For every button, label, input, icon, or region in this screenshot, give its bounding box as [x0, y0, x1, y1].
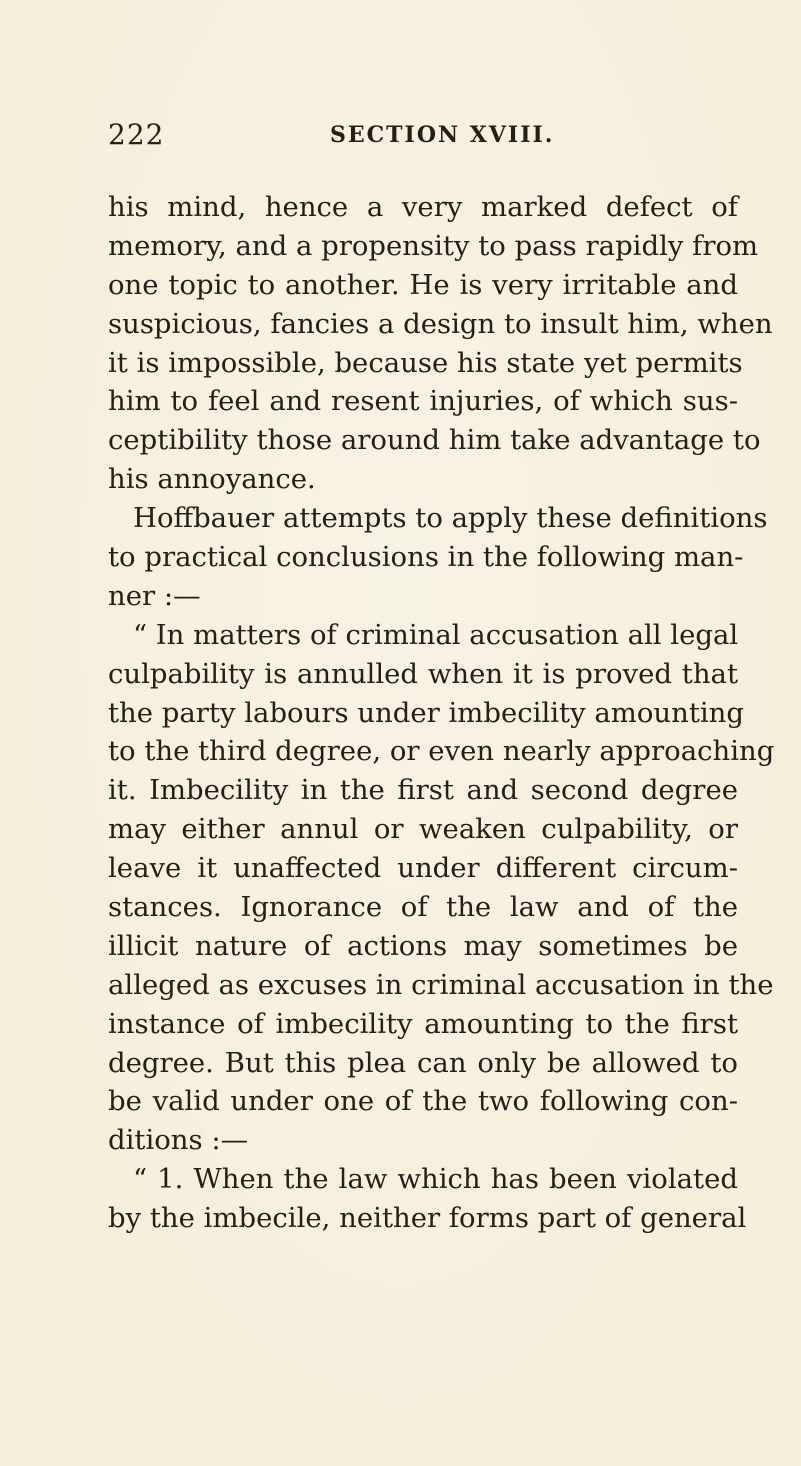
text-line: it. Imbecility in the first and second degree — [108, 774, 738, 807]
text-line: instance of imbecility amounting to the first — [108, 1007, 738, 1040]
text-line: him to feel and resent injuries, of which sus- — [108, 385, 738, 418]
text-line: to practical conclusions in the following man- — [108, 541, 744, 574]
text-line: ner :— — [108, 579, 201, 612]
text-line: may either annul or weaken culpability, or — [108, 813, 738, 846]
text-line: be valid under one of the two following con- — [108, 1085, 738, 1118]
text-line: leave it unaffected under different circum- — [108, 852, 738, 885]
text-line: “ 1. When the law which has been violated — [133, 1163, 738, 1196]
page-header — [108, 118, 728, 158]
text-line: the party labours under imbecility amounting — [108, 696, 744, 729]
text-line: it is impossible, because his state yet permits — [108, 346, 743, 379]
text-line: one topic to another. He is very irritable and — [108, 268, 738, 301]
text-line: degree. But this plea can only be allowed to — [108, 1046, 738, 1079]
text-line: ditions :— — [108, 1124, 249, 1157]
text-line: alleged as excuses in criminal accusation in the — [108, 968, 774, 1001]
text-line: culpability is annulled when it is proved that — [108, 657, 738, 690]
text-line: memory, and a propensity to pass rapidly from — [108, 229, 759, 262]
body-text — [108, 188, 775, 1238]
page-number: 222 — [108, 118, 165, 151]
text-line: Hoffbauer attempts to apply these definitions — [133, 502, 768, 535]
text-line: stances. Ignorance of the law and of the — [108, 891, 738, 924]
text-line: ceptibility those around him take advantage to — [108, 424, 761, 457]
text-line: illicit nature of actions may sometimes be — [108, 929, 738, 962]
text-line: by the imbecile, neither forms part of general — [108, 1202, 747, 1235]
text-line: to the third degree, or even nearly approaching — [108, 735, 775, 768]
running-head: SECTION XVIII. — [330, 122, 555, 148]
text-line: his annoyance. — [108, 463, 316, 496]
text-line: “ In matters of criminal accusation all legal — [133, 618, 739, 651]
text-line: his mind, hence a very marked defect of — [108, 191, 738, 223]
text-line: suspicious, fancies a design to insult him, when — [108, 307, 773, 340]
